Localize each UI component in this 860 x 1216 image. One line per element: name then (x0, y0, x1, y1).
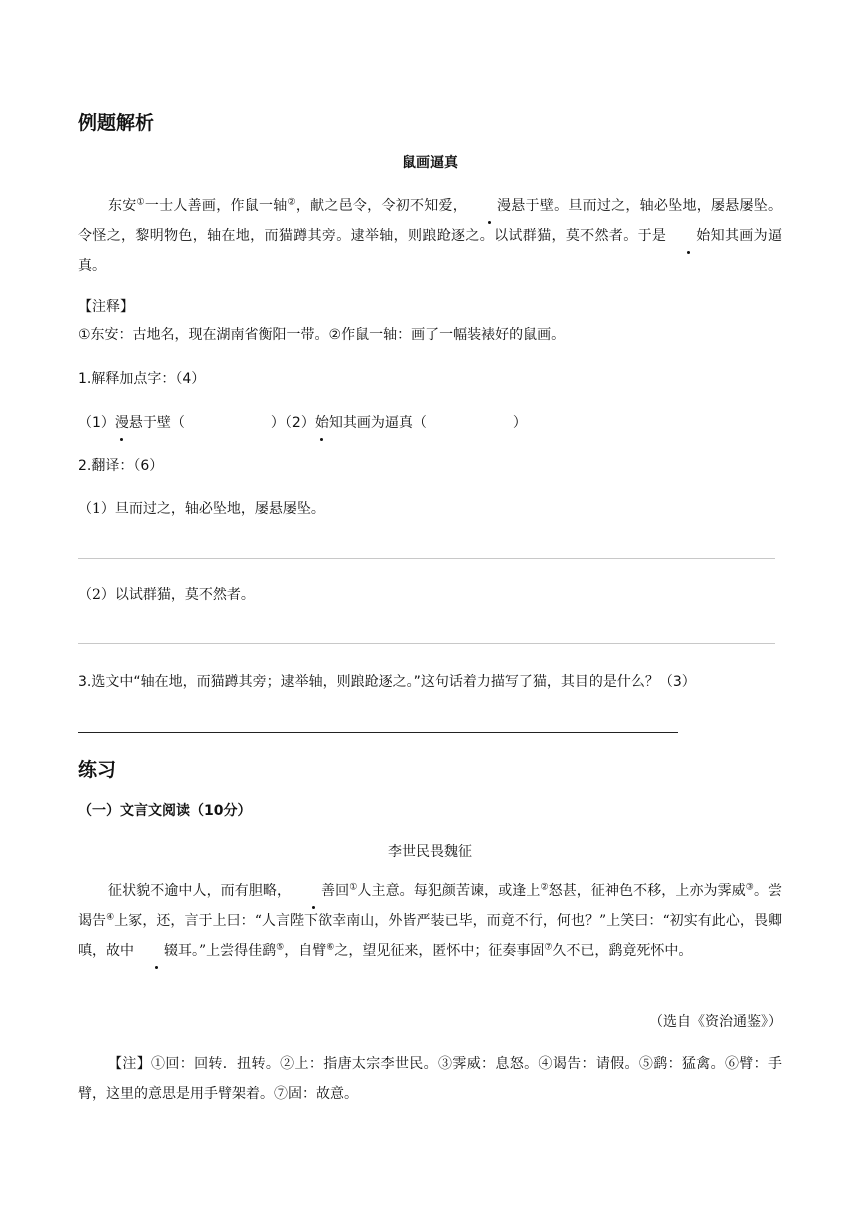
passage-1: 东安①一士人善画，作鼠一轴②，献之邑令，令初不知爱， 漫悬于壁。旦而过之，轴必坠地，屡悬屡坠。令怪之，黎明物色，轴在地，而猫蹲其旁。逮举轴，则踉跄逐之。以试群猫，莫不然者。于是 始知其画为逼真。 (78, 191, 782, 281)
passage-title-1: 鼠画逼真 (402, 155, 458, 171)
passage-2: 征状貌不逾中人，而有胆略， 善回①人主意。每犯颜苦谏，或逢上②怒甚，征神色不移，上亦为霁威③。尝谒告④上冢，还，言于上曰：“人言陛下欲幸南山，外皆严装已毕，而竟不行，何也？”上笑曰：“初实有此心，畏卿嗔，故中 辍耳。”上尝得佳鹞⑤，自臂⑥之，望见征来，匿怀中；征奏事固⑦久不已，鹞竟死怀中。 (78, 876, 782, 966)
question-1: 1.解释加点字：（4） (78, 371, 206, 387)
answer-line (78, 558, 775, 559)
answer-line (78, 732, 678, 733)
question-3: 3.选文中“轴在地，而猫蹲其旁；逮举轴，则踉跄逐之。”这句话着力描写了猫，其目的是什么？（3） (78, 674, 696, 690)
dotted-char: 始 (666, 221, 710, 251)
dotted-char: 漫 (467, 191, 511, 221)
question-2: 2.翻译：（6） (78, 458, 164, 474)
dotted-char: 始 (315, 408, 329, 438)
dotted-char: 善 (291, 876, 335, 906)
question-2b: （2）以试群猫，莫不然者。 (78, 587, 255, 603)
dotted-char: 辍 (134, 936, 178, 966)
answer-line (78, 643, 775, 644)
dotted-char: 漫 (115, 408, 129, 438)
section-heading-practice: 练习 (78, 759, 117, 781)
notes-2: 【注】①回：回转．扭转。②上：指唐太宗李世民。③霁威：息怒。④谒告：请假。⑤鹞：猛禽。⑥臂：手臂，这里的意思是用手臂架着。⑦固：故意。 (78, 1056, 782, 1102)
source-citation: （选自《资治通鉴》） (649, 1014, 782, 1030)
question-1-items: （1）漫悬于壁（ ）（2）始知其画为逼真（ ） (78, 408, 527, 438)
question-2a: （1）旦而过之，轴必坠地，屡悬屡坠。 (78, 501, 325, 517)
section-heading-example: 例题解析 (78, 112, 155, 134)
passage-title-2: 李世民畏魏征 (388, 844, 472, 860)
notes-1: ①东安：古地名，现在湖南省衡阳一带。②作鼠一轴：画了一幅装裱好的鼠画。 (78, 327, 566, 343)
notes-header: 【注释】 (78, 299, 134, 315)
section-subheading: （一）文言文阅读（10分） (78, 803, 252, 819)
